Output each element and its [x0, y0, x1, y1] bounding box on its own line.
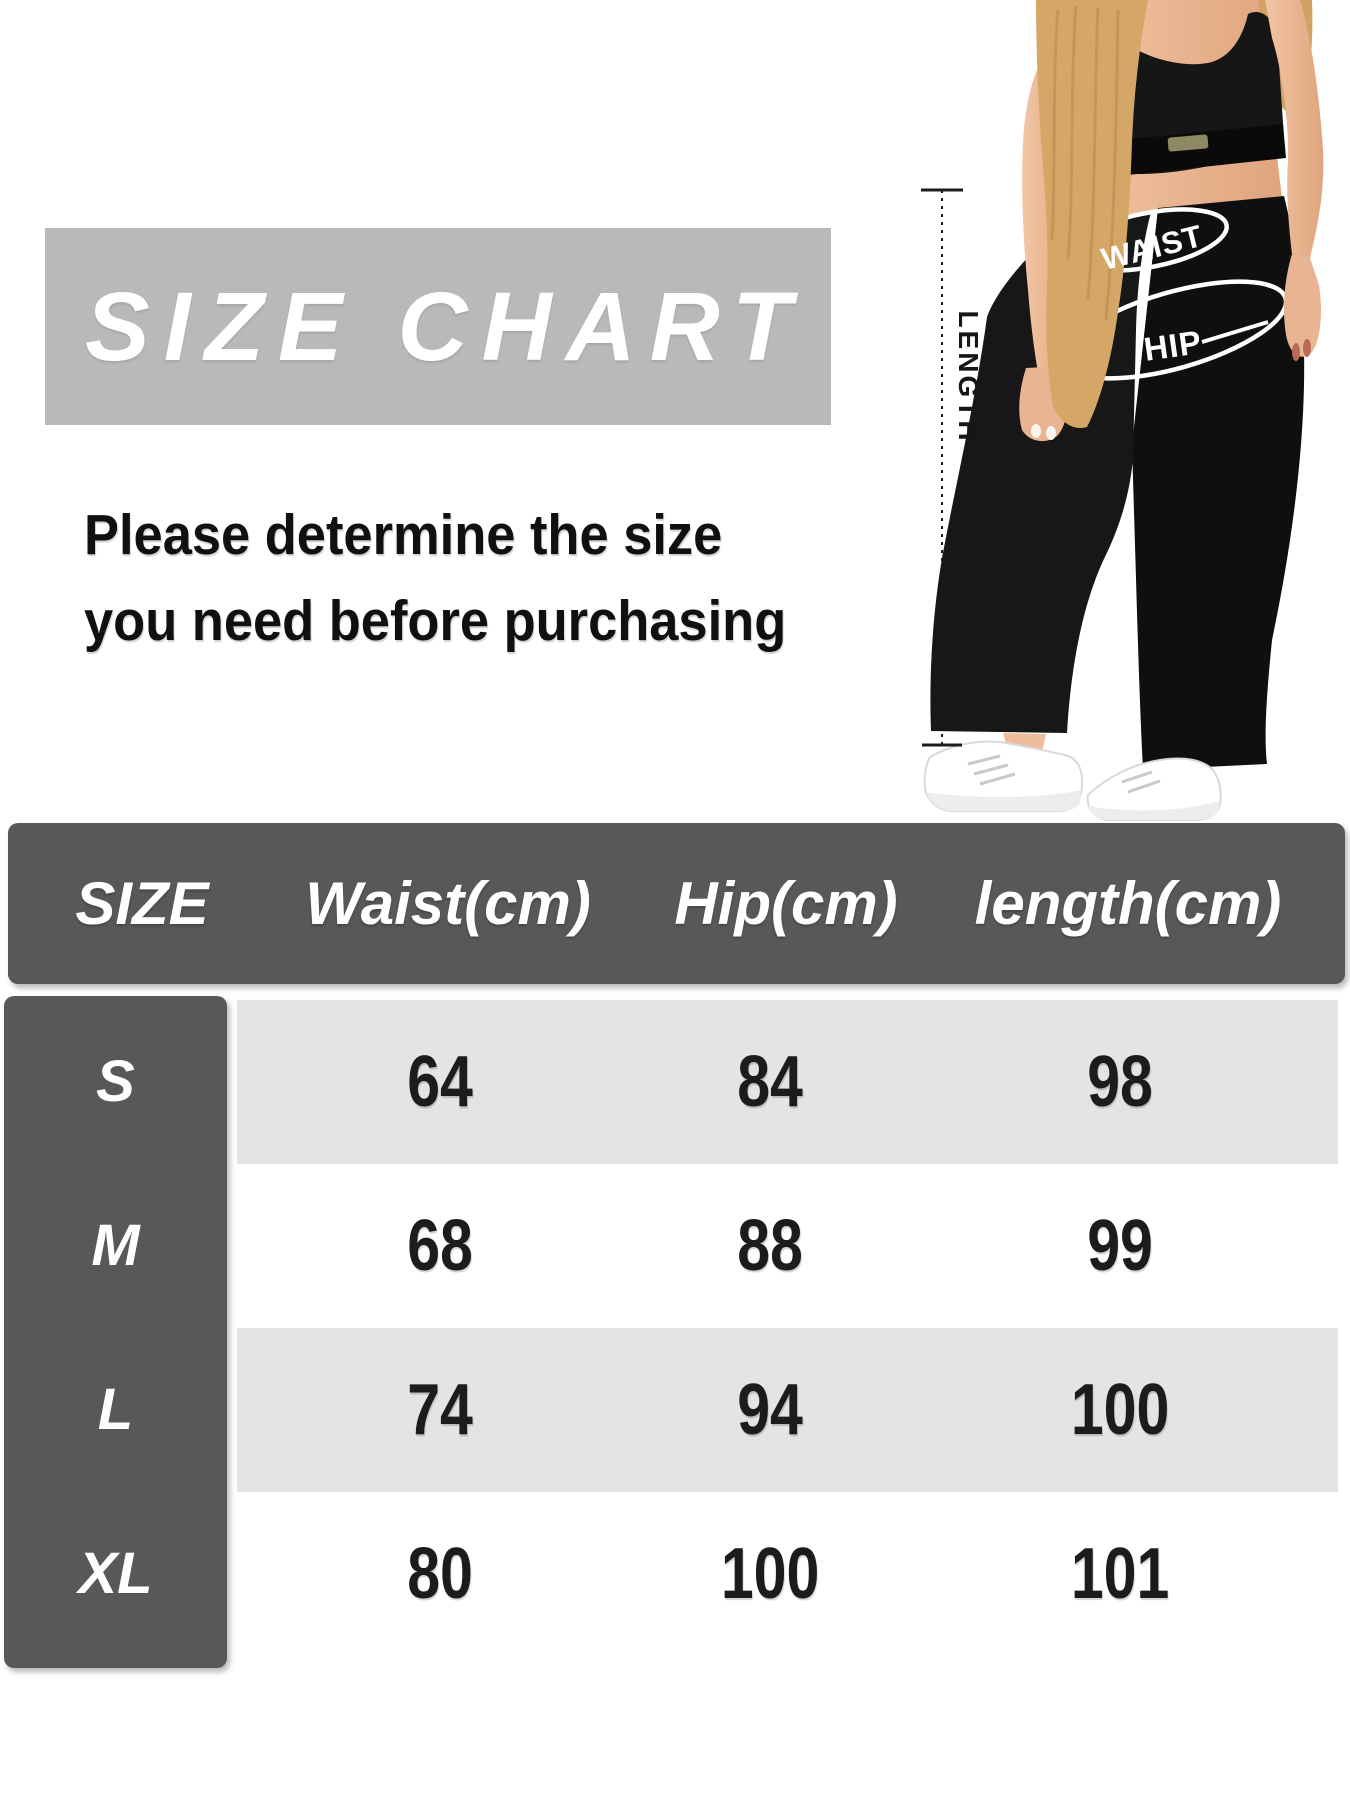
col-header-hip: Hip(cm) [674, 870, 898, 937]
length-label: LENGTH [953, 310, 984, 444]
table-row-m [237, 1164, 1338, 1328]
col-header-size: SIZE [75, 870, 209, 937]
table-row-s [237, 1000, 1338, 1164]
table-cell: 80 [407, 1534, 473, 1614]
table-cell: 98 [1087, 1042, 1153, 1122]
page-title: SIZE CHART [85, 271, 806, 381]
model-photo [840, 0, 1350, 828]
size-label-s: S [96, 1049, 135, 1114]
subtitle [84, 492, 786, 664]
waist-label: WAIST [1097, 218, 1207, 277]
title-banner [45, 228, 831, 425]
table-cell: 74 [407, 1370, 473, 1450]
table-cell: 84 [737, 1042, 803, 1122]
table-row-l [237, 1328, 1338, 1492]
sneaker-front [925, 742, 1082, 811]
size-table-header [8, 823, 1345, 984]
col-header-length: length(cm) [974, 870, 1282, 937]
size-label-xl: XL [78, 1541, 153, 1606]
table-cell: 94 [737, 1370, 803, 1450]
size-label-m: M [91, 1213, 140, 1278]
subtitle-line-1: Please determine the size [84, 503, 723, 567]
size-label-l: L [97, 1377, 134, 1442]
hip-label: HIP [1141, 323, 1205, 368]
col-header-waist: Waist(cm) [305, 870, 591, 937]
table-cell: 101 [1070, 1534, 1170, 1614]
size-label-column [4, 996, 227, 1668]
subtitle-line-2: you need before purchasing [84, 589, 787, 653]
table-cell: 88 [737, 1206, 803, 1286]
table-cell: 100 [1070, 1370, 1170, 1450]
table-cell: 100 [720, 1534, 820, 1614]
table-row-xl [237, 1492, 1338, 1656]
table-cell: 68 [407, 1206, 473, 1286]
table-cell: 64 [407, 1042, 473, 1122]
sneaker-back [1087, 758, 1221, 820]
table-cell: 99 [1087, 1206, 1153, 1286]
